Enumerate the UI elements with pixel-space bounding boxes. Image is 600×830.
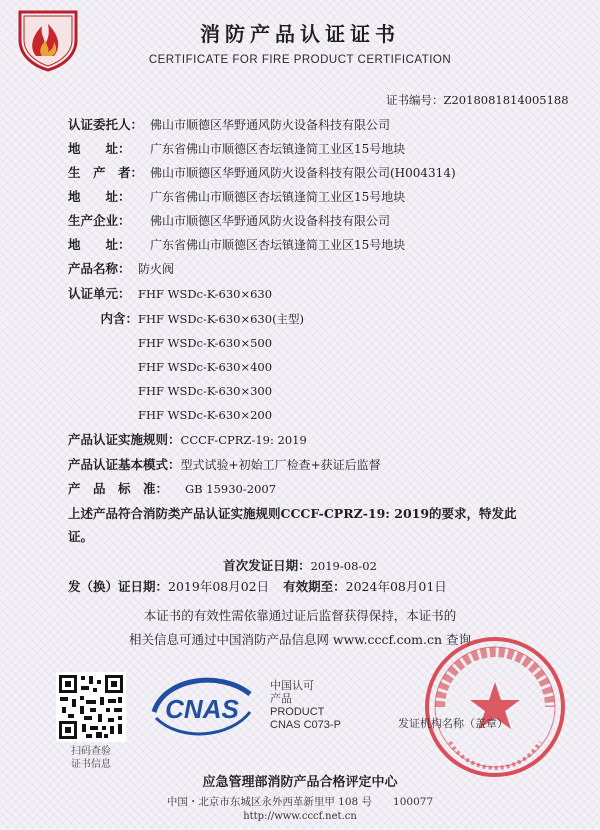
- cnas-logo: [150, 672, 255, 740]
- cnas-logo-text: CNAS: [165, 694, 239, 724]
- field-implementation-rules: 产品认证实施规则：CCCF-CPRZ-19: 2019: [68, 432, 307, 447]
- field-includes: 内含：FHF WSDc-K-630×630(主型): [100, 311, 305, 326]
- field-product-standard: 产 品 标 准： GB 15930-2007: [68, 481, 277, 496]
- field-factory: 生产企业： 佛山市顺德区华野通风防火设备科技有限公司: [68, 213, 391, 228]
- validity-notice-line2: 相关信息可通过中国消防产品信息网 www.cccf.com.cn 查询: [128, 632, 472, 647]
- includes-item: FHF WSDc-K-630×500: [138, 336, 273, 350]
- field-applicant-address: 地 址： 广东省佛山市顺德区杏坛镇逢简工业区15号地块: [68, 141, 406, 156]
- issuer-website: http://www.cccf.net.cn: [243, 811, 357, 822]
- certificate-number: 证书编号：Z2018081814005188: [386, 93, 569, 107]
- issuer-address: 中国・北京市东城区永外西革新里甲 108 号 100077: [166, 796, 434, 808]
- validity-notice-line1: 本证书的有效性需依靠通过证后监督获得保持，本证书的: [143, 608, 457, 623]
- first-issue-date: 首次发证日期：2019-08-02: [223, 558, 377, 573]
- field-manufacturer-address: 地 址： 广东省佛山市顺德区杏坛镇逢简工业区15号地块: [68, 189, 406, 204]
- qr-caption: 扫码查验 证书信息: [71, 746, 111, 770]
- field-applicant: 认证委托人： 佛山市顺德区华野通风防火设备科技有限公司: [68, 117, 391, 132]
- includes-item: FHF WSDc-K-630×300: [138, 384, 273, 398]
- cnas-accreditation-text: 中国认可 产品 PRODUCT CNAS C073-P: [270, 680, 341, 731]
- qr-code: [56, 672, 126, 742]
- field-manufacturer: 生 产 者： 佛山市顺德区华野通风防火设备科技有限公司(H004314): [68, 165, 456, 180]
- includes-item: FHF WSDc-K-630×200: [138, 408, 273, 422]
- field-product-name: 产品名称： 防火阀: [68, 261, 175, 276]
- field-certification-mode: 产品认证基本模式：型式试验+初始工厂检查+获证后监督: [68, 457, 381, 472]
- issuer-name: 应急管理部消防产品合格评定中心: [202, 775, 398, 790]
- official-red-seal: [420, 632, 570, 782]
- certification-statement: 上述产品符合消防类产品认证实施规则CCCF-CPRZ-19: 2019的要求，特发此证。: [68, 506, 517, 544]
- issue-and-expiry-dates: 发（换）证日期：2019年08月02日 有效期至：2024年08月01日: [68, 579, 447, 594]
- field-cert-unit: 认证单元： FHF WSDc-K-630×630: [68, 286, 273, 301]
- includes-item: FHF WSDc-K-630×400: [138, 360, 273, 374]
- certificate-title-cn: 消防产品认证证书: [200, 22, 400, 46]
- issuing-body-signature: 发证机构名称（盖章）: [398, 717, 508, 730]
- certificate-title-en: CERTIFICATE FOR FIRE PRODUCT CERTIFICATION: [148, 54, 452, 66]
- field-factory-address: 地 址： 广东省佛山市顺德区杏坛镇逢简工业区15号地块: [68, 237, 406, 252]
